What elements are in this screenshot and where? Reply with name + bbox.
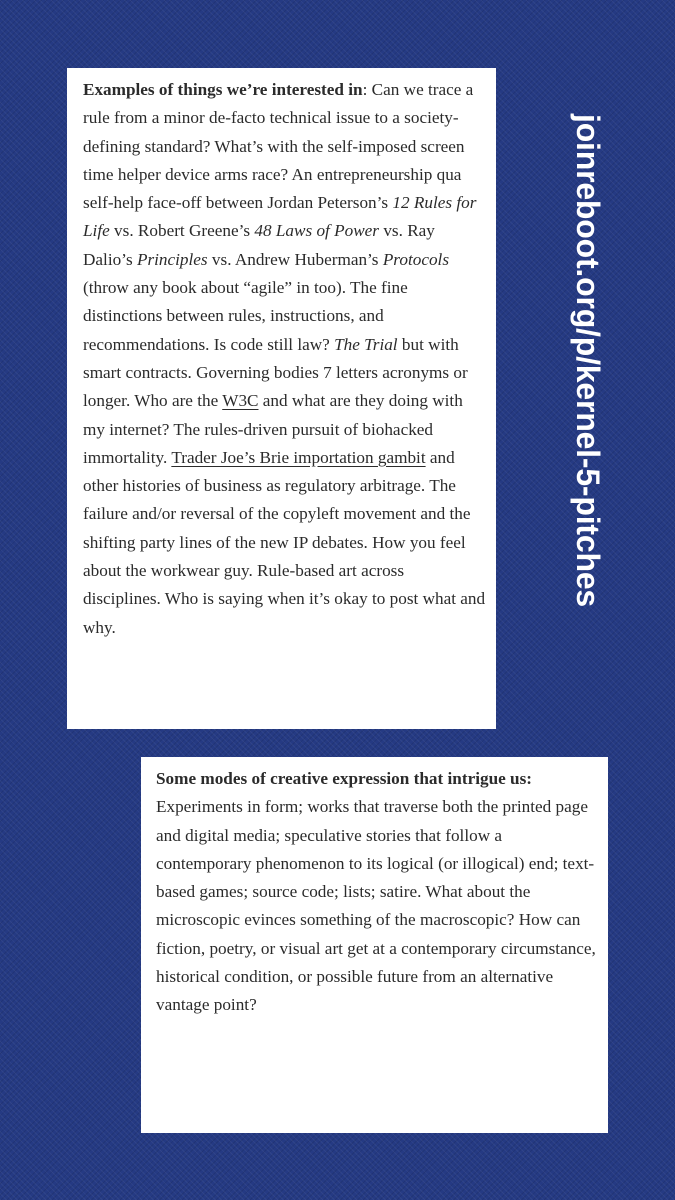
creative-modes-heading: Some modes of creative expression that intrigue us: — [156, 769, 533, 788]
book-title-the-trial: The Trial — [334, 334, 398, 354]
book-title-protocols: Protocols — [382, 249, 450, 269]
interests-text-6: but with smart contracts. Governing bodies 7 letters acronyms or longer. Who are the — [83, 334, 468, 411]
creative-modes-paragraph — [156, 765, 598, 1020]
interests-paragraph — [83, 76, 486, 642]
interests-text-2: vs. Robert Greene’s — [109, 221, 255, 241]
book-title-12-rules: 12 Rules for Life — [83, 193, 477, 241]
interests-text-5: (throw any book about “agile” in too). The fine distinctions between rules, instructions, and recommendations. Is code still law? — [83, 278, 408, 354]
book-title-principles: Principles — [136, 249, 208, 269]
interests-text-8: and other histories of business as regulatory arbitrage. The failure and/or reversal of the copyleft movement and the shifting party lines of the new IP debates. How you feel about the workwear guy. Rule-based art across disciplines. Who is saying when it’s okay to post what and why. — [83, 447, 486, 637]
creative-modes-card — [141, 757, 608, 1133]
creative-modes-body: Experiments in form; works that traverse both the printed page and digital media; speculative stories that follow a contemporary phenomenon to its logical (or illogical) end; text-based games; source code; lists; satire. What about the microscopic evinces something of the macroscopic? How can fiction, poetry, or visual art get at a contemporary circumstance, historical condition, or possible future from an alternative vantage point? — [156, 797, 596, 1015]
interests-text-1: : Can we trace a rule from a minor de-facto technical issue to a society-defining standard? What’s with the self-imposed screen time helper device arms race? An entrepreneurship qua self-help face-off between Jordan Peterson’s — [83, 80, 474, 213]
interests-text-7: and what are they doing with my internet? The rules-driven pursuit of biohacked immortality. — [83, 391, 463, 467]
vertical-url-text: joinreboot.org/p/kernel-5-pitches — [570, 114, 606, 608]
interests-text-4: vs. Andrew Huberman’s — [207, 249, 383, 269]
interests-heading: Examples of things we’re interested in — [83, 80, 363, 99]
trader-joes-link[interactable]: Trader Joe’s Brie importation gambit — [171, 447, 426, 467]
interests-text-3: vs. Ray Dalio’s — [83, 221, 435, 269]
book-title-48-laws: 48 Laws of Power — [254, 221, 380, 241]
interests-card — [67, 68, 496, 729]
w3c-link[interactable]: W3C — [222, 391, 259, 411]
